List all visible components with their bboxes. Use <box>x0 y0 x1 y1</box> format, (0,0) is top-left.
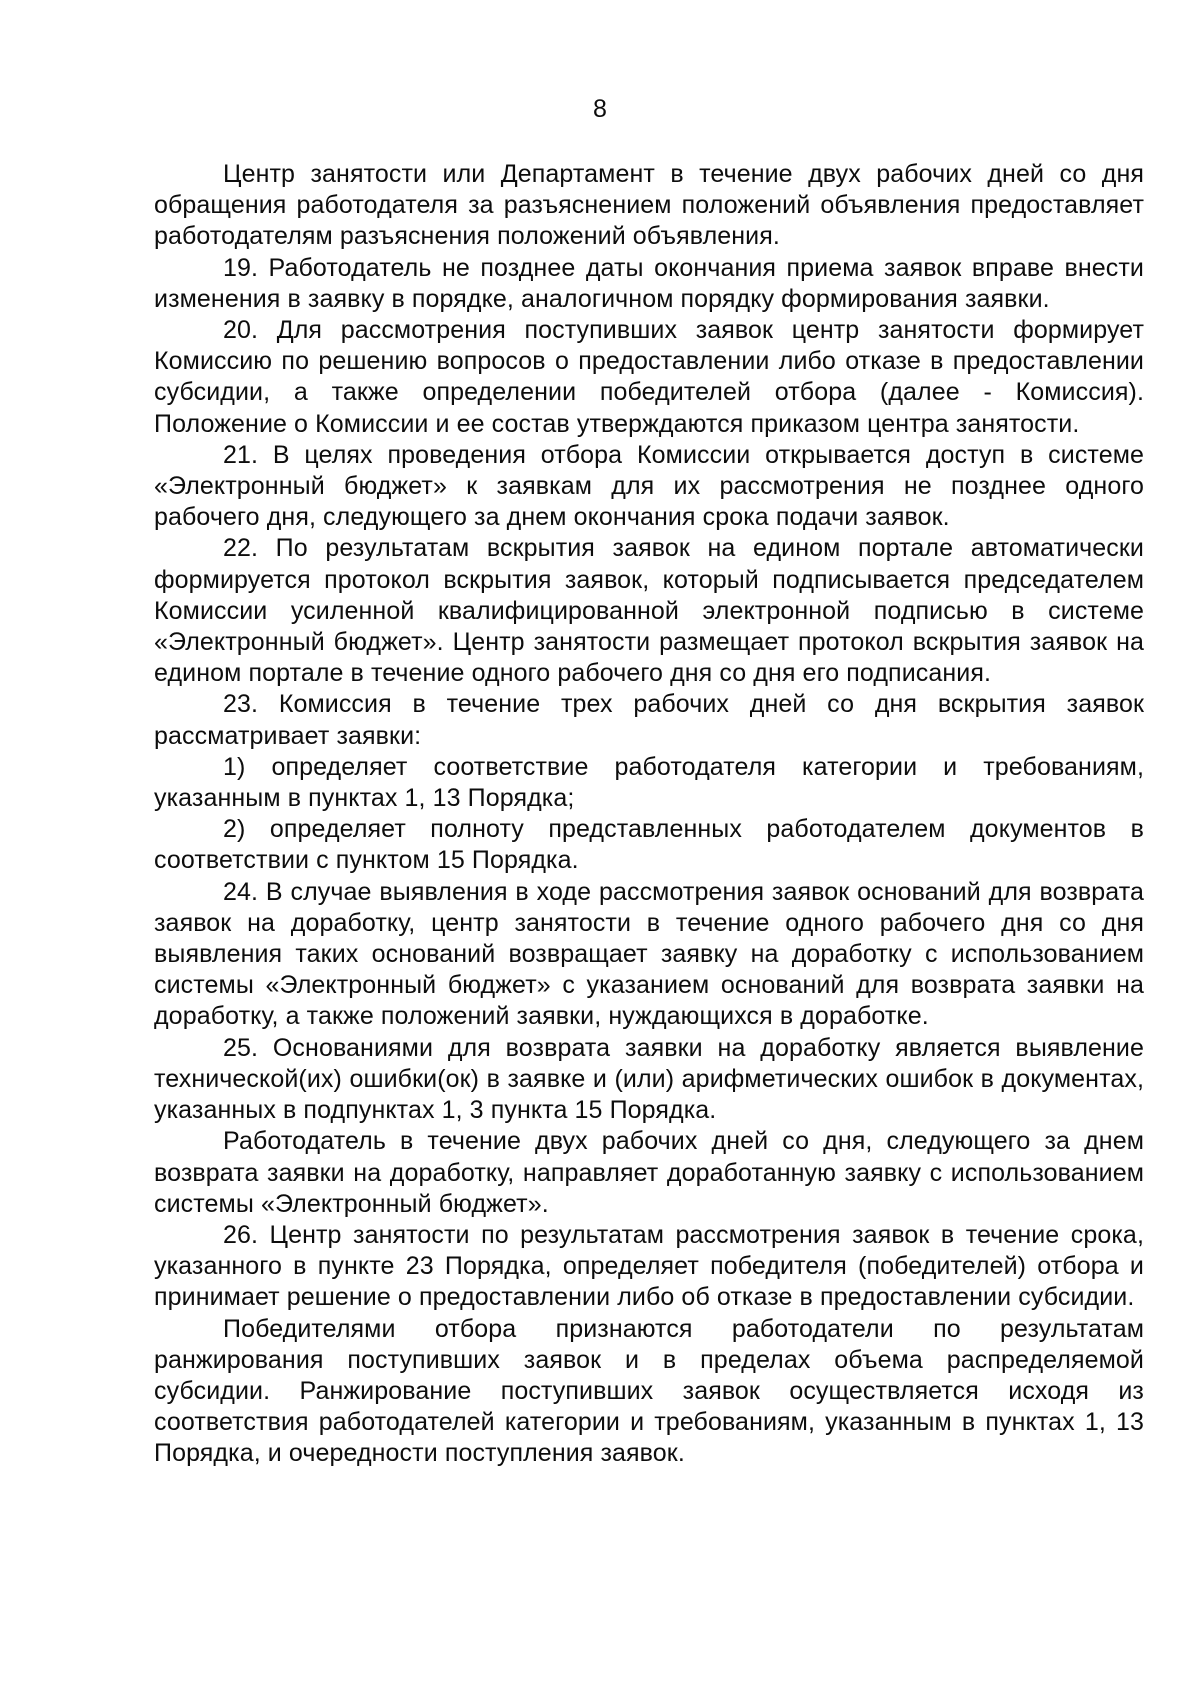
paragraph-26: 26. Центр занятости по результатам рассмотрения заявок в течение срока, указанного в пункте 23 Порядка, определяет победителя (победителей) отбора и принимает решение о предоставлении либо об отказе в предоставлении субсидии. <box>154 1220 1144 1312</box>
paragraph-clarification: Центр занятости или Департамент в течение двух рабочих дней со дня обращения работодателя за разъяснением положений объявления предоставляет работодателям разъяснения положений объявления. <box>154 160 1144 251</box>
paragraph-19: 19. Работодатель не позднее даты окончания приема заявок вправе внести изменения в заявку в порядке, аналогичном порядку формирования заявки. <box>154 253 1144 313</box>
paragraph-23-item-2: 2) определяет полноту представленных работодателем документов в соответствии с пунктом 15 Порядка. <box>154 815 1144 875</box>
paragraph-25-resubmission: Работодатель в течение двух рабочих дней со дня, следующего за днем возврата заявки на доработку, направляет доработанную заявку с использованием системы «Электронный бюджет». <box>154 1127 1144 1218</box>
paragraph-23: 23. Комиссия в течение трех рабочих дней со дня вскрытия заявок рассматривает заявки: <box>154 690 1144 750</box>
document-body <box>154 159 1144 1470</box>
paragraph-22: 22. По результатам вскрытия заявок на едином портале автоматически формируется протокол вскрытия заявок, который подписывается председателем Комиссии усиленной квалифицированной электронной подписью в системе «Электронный бюджет». Центр занятости размещает протокол вскрытия заявок на едином портале в течение одного рабочего дня со дня его подписания. <box>154 534 1144 688</box>
paragraph-23-item-1: 1) определяет соответствие работодателя категории и требованиям, указанным в пунктах 1, 13 Порядка; <box>154 752 1144 813</box>
paragraph-25: 25. Основаниями для возврата заявки на доработку является выявление технической(их) ошибки(ок) в заявке и (или) арифметических ошибок в документах, указанных в подпунктах 1, 3 пункта 15 Порядка. <box>154 1033 1144 1125</box>
page-number: 8 <box>593 95 607 123</box>
paragraph-26-winners: Победителями отбора признаются работодатели по результатам ранжирования поступивших заявок и в пределах объема распределяемой субсидии. Ранжирование поступивших заявок осуществляется исходя из соответствия работодателей категории и требованиям, указанным в пунктах 1, 13 Порядка, и очередности поступления заявок. <box>154 1314 1144 1468</box>
paragraph-20: 20. Для рассмотрения поступивших заявок центр занятости формирует Комиссию по решению вопросов о предоставлении либо отказе в предоставлении субсидии, а также определении победителей отбора (далее - Комиссия). Положение о Комиссии и ее состав утверждаются приказом центра занятости. <box>154 316 1144 438</box>
paragraph-21: 21. В целях проведения отбора Комиссии открывается доступ в системе «Электронный бюджет» к заявкам для их рассмотрения не позднее одного рабочего дня, следующего за днем окончания срока подачи заявок. <box>154 440 1144 532</box>
paragraph-24: 24. В случае выявления в ходе рассмотрения заявок оснований для возврата заявок на доработку, центр занятости в течение одного рабочего дня со дня выявления таких оснований возвращает заявку на доработку с использованием системы «Электронный бюджет» с указанием оснований для возврата заявки на доработку, а также положений заявки, нуждающихся в доработке. <box>154 877 1144 1031</box>
